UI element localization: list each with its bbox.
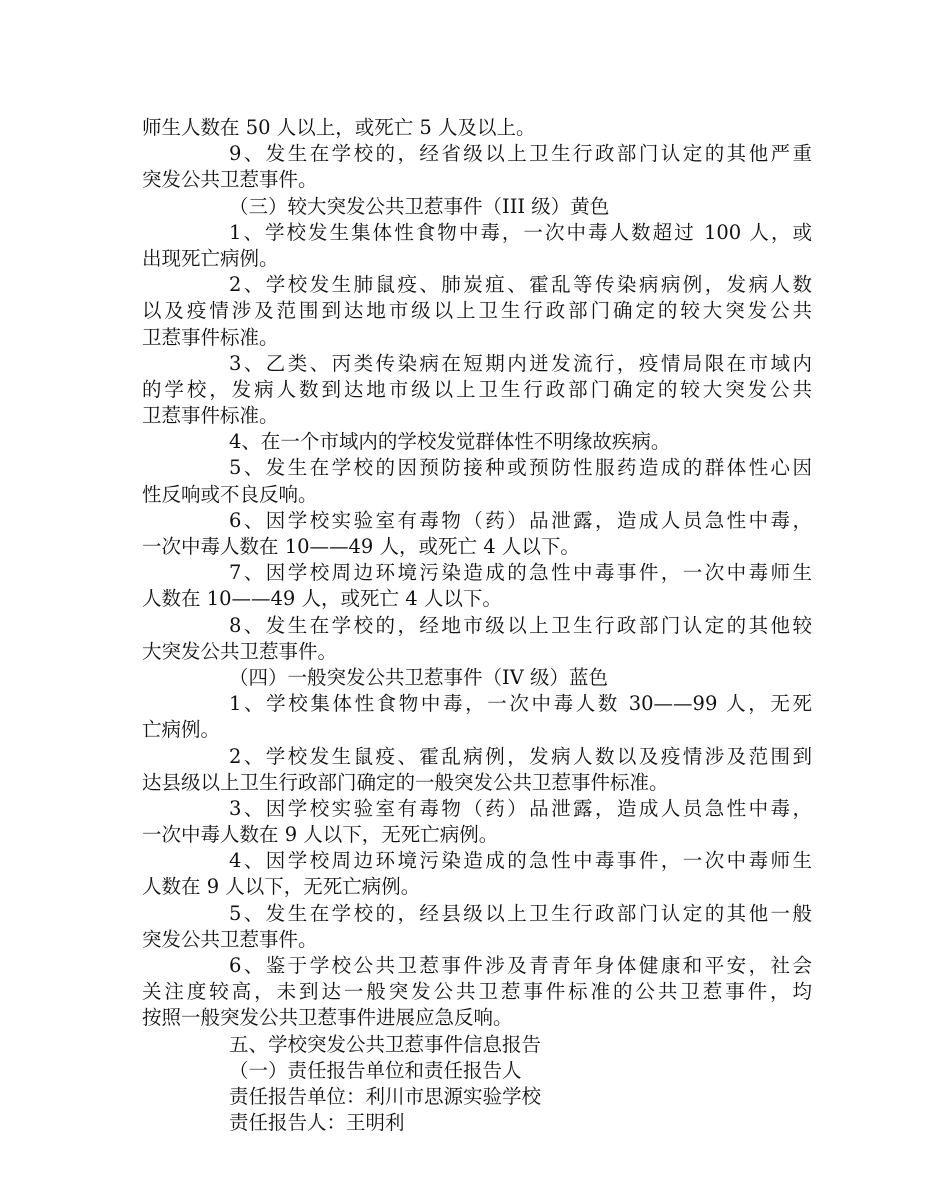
text-line: 关注度较高，未到达一般突发公共卫惹事件标准的公共卫惹事件，均 [142,980,812,1004]
text-line: 2、学校发生肺鼠疫、肺炭疽、霍乱等传染病病例，发病人数 [229,273,812,297]
text-line: 卫惹事件标准。 [142,404,279,428]
text-line: （四）一般突发公共卫惹事件（IV 级）蓝色 [229,665,608,689]
text-line: 3、乙类、丙类传染病在短期内迸发流行，疫情局限在市域内 [229,351,812,375]
text-line: 突发公共卫惹事件。 [142,927,318,951]
text-line: 一次中毒人数在 9 人以下，无死亡病例。 [142,823,499,847]
text-line: 按照一般突发公共卫惹事件进展应急反响。 [142,1006,513,1030]
text-line: 4、在一个市域内的学校发觉群体性不明缘故疾病。 [229,430,671,454]
text-line: 突发公共卫惹事件。 [142,168,318,192]
text-line: 3、因学校实验室有毒物（药）品泄露，造成人员急性中毒， [229,796,812,820]
text-line: 达县级以上卫生行政部门确定的一般突发公共卫惹事件标准。 [142,770,669,794]
text-line: 出现死亡病例。 [142,246,279,270]
text-line: 6、鉴于学校公共卫惹事件涉及青青年身体健康和平安，社会 [229,954,812,977]
text-line: 大突发公共卫惹事件。 [142,639,338,663]
text-line: 亡病例。 [142,718,221,742]
text-line: （一）责任报告单位和责任报告人 [229,1058,522,1082]
text-line: 卫惹事件标准。 [142,325,279,349]
text-line: 2、学校发生鼠疫、霍乱病例，发病人数以及疫情涉及范围到 [229,744,812,768]
text-line: 1、学校发生集体性食物中毒，一次中毒人数超过 100 人，或 [229,220,812,244]
text-line: 5、发生在学校的，经县级以上卫生行政部门认定的其他一般 [229,901,812,925]
text-line: 的学校，发病人数到达地市级以上卫生行政部门确定的较大突发公共 [142,377,812,401]
text-line: 9、发生在学校的，经省级以上卫生行政部门认定的其他严重 [229,142,812,166]
text-line: 责任报告人：王明利 [229,1111,405,1135]
text-line: 8、发生在学校的，经地市级以上卫生行政部门认定的其他较 [229,613,812,637]
text-line: 人数在 10——49 人，或死亡 4 人以下。 [142,587,502,611]
text-line: 五、学校突发公共卫惹事件信息报告 [229,1032,542,1056]
text-line: （三）较大突发公共卫惹事件（III 级）黄色 [229,194,610,218]
text-line: 6、因学校实验室有毒物（药）品泄露，造成人员急性中毒， [229,508,812,532]
text-line: 一次中毒人数在 10——49 人，或死亡 4 人以下。 [142,535,580,558]
text-line: 师生人数在 50 人以上，或死亡 5 人及以上。 [142,116,536,139]
text-line: 4、因学校周边环境污染造成的急性中毒事件，一次中毒师生 [229,849,812,873]
text-line: 1、学校集体性食物中毒，一次中毒人数 30——99 人，无死 [229,692,812,716]
text-line: 7、因学校周边环境污染造成的急性中毒事件，一次中毒师生 [229,561,812,585]
text-line: 责任报告单位：利川市思源实验学校 [229,1084,542,1108]
text-line: 5、发生在学校的因预防接种或预防性服药造成的群体性心因 [229,456,812,480]
text-line: 人数在 9 人以下，无死亡病例。 [142,875,421,899]
document-page [142,115,812,1136]
text-line: 以及疫情涉及范围到达地市级以上卫生行政部门确定的较大突发公共 [142,299,812,323]
text-line: 性反响或不良反响。 [142,482,318,506]
